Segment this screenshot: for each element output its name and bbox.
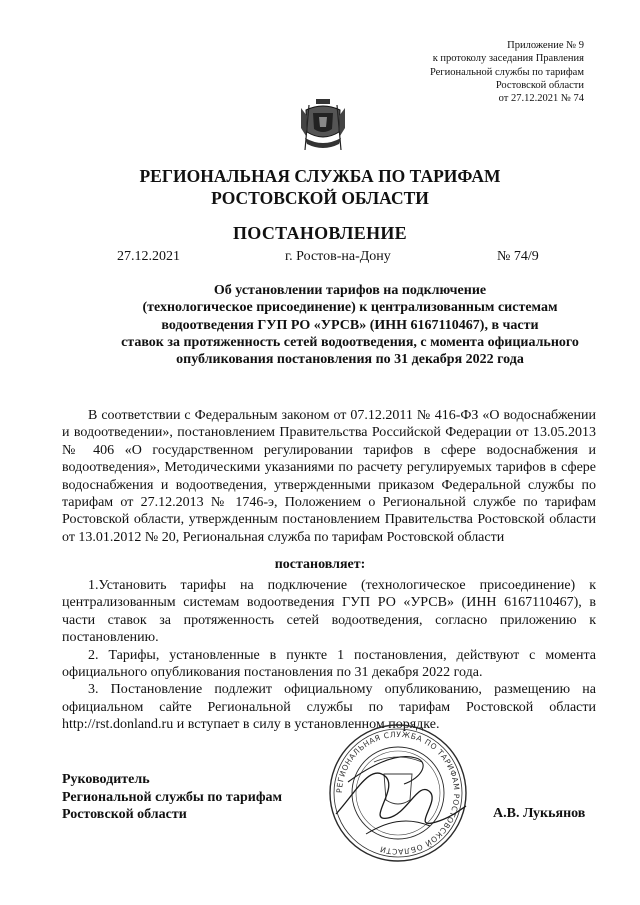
preamble-text: В соответствии с Федеральным законом от 07.12.2011 № 416-ФЗ «О водоснабжении и водоотведении», постановлением Правительства Российской Федерации от 13.05.2013 № 406 «О государственном регулировании тарифов в сфере водоснабжения и водоотведения», Методическими указаниями по расчету регулируемых тарифов в сфере водоснабжения и водоотведения, утвержденными приказом Федеральной службы по тарифам от 27.12.2013 № 1746-э, Положением о Региональной службе по тарифам Ростовской области, утвержденным постановлением Правительства Ростовской области от 13.01.2012 № 20, Региональная служба по тарифам Ростовской области bbox=[62, 408, 596, 545]
decree-item bbox=[62, 577, 596, 647]
title-line: (технологическое присоединение) к централизованным системам bbox=[142, 300, 558, 316]
decree-item-text: 2. Тарифы, установленные в пункте 1 постановления, действуют с момента официального опубликования постановления по 31 декабря 2022 года. bbox=[62, 647, 596, 681]
appendix-line: к протоколу заседания Правления bbox=[432, 53, 584, 65]
seal-ring-text: РЕГИОНАЛЬНАЯ СЛУЖБА ПО ТАРИФАМ РОСТОВСКОЙ ОБЛАСТИ bbox=[334, 729, 462, 857]
document-type: ПОСТАНОВЛЕНИЕ bbox=[233, 223, 407, 243]
coat-of-arms-icon bbox=[299, 98, 347, 153]
decree-item bbox=[62, 647, 596, 682]
appendix-line: от 27.12.2021 № 74 bbox=[498, 93, 584, 105]
document-title bbox=[96, 282, 604, 368]
decree-item-text: 1.Установить тарифы на подключение (технологическое присоединение) к централизованным системам водоотведения ГУП РО «УРСВ» (ИНН 6167110467), в части ставок за протяженность сетей водоотведения, согласно приложению к постановлению. bbox=[62, 578, 596, 646]
appendix-line: Приложение № 9 bbox=[507, 40, 584, 51]
org-line: РЕГИОНАЛЬНАЯ СЛУЖБА ПО ТАРИФАМ bbox=[139, 166, 501, 186]
signatory-line: Региональной службы по тарифам bbox=[62, 789, 283, 805]
signatory-name: А.В. Лукьянов bbox=[493, 806, 586, 821]
title-line: ставок за протяженность сетей водоотведения, с момента официального bbox=[121, 334, 579, 350]
title-line: Об установлении тарифов на подключение bbox=[213, 283, 487, 298]
document-number: № 74/9 bbox=[497, 249, 539, 264]
org-line: РОСТОВСКОЙ ОБЛАСТИ bbox=[211, 188, 429, 208]
preamble-paragraph bbox=[62, 407, 596, 546]
official-seal-icon bbox=[326, 722, 471, 864]
signatory-title bbox=[62, 771, 282, 824]
title-line: водоотведения ГУП РО «УРСВ» (ИНН 6167110467), в части bbox=[161, 317, 539, 333]
decree-item-text: 3. Постановление подлежит официальному опубликованию, размещению на официальном сайте Региональной службы по тарифам Ростовской области http://rst.donland.ru и вступает в силу в установленном порядке. bbox=[62, 682, 596, 733]
appendix-line: Ростовской области bbox=[495, 79, 584, 91]
document-city: г. Ростов-на-Дону bbox=[285, 249, 391, 264]
organization-name bbox=[0, 165, 640, 209]
decree-word: постановляет: bbox=[274, 557, 366, 572]
signatory-line: Ростовской области bbox=[62, 807, 187, 823]
appendix-block bbox=[364, 39, 584, 105]
decree-items bbox=[62, 577, 596, 734]
appendix-line: Региональной службы по тарифам bbox=[429, 66, 584, 78]
signatory-line: Руководитель bbox=[62, 772, 150, 787]
title-line: опубликования постановления по 31 декабря 2022 года bbox=[176, 352, 524, 368]
document-date: 27.12.2021 bbox=[117, 249, 180, 264]
